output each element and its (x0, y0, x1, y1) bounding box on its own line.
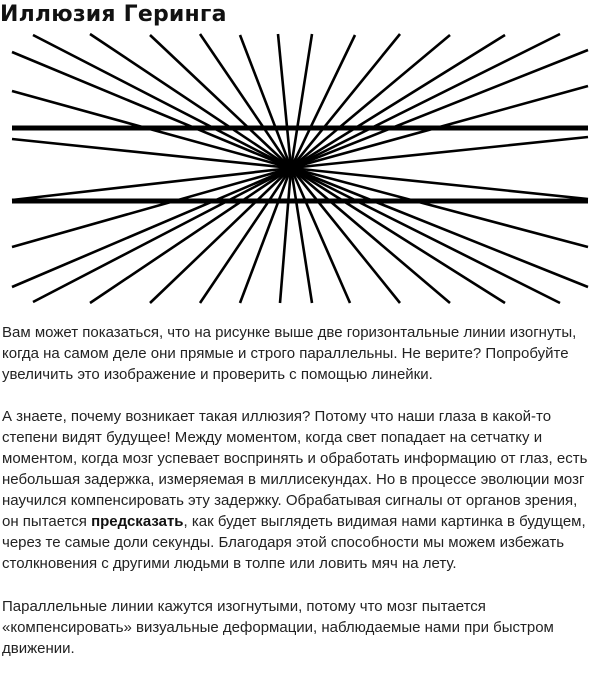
article-body (2, 322, 594, 680)
ray-line-3 (12, 139, 291, 168)
paragraph-3: Параллельные линии кажутся изогнутыми, потому что мозг пытается «компенсировать» визуальные деформации, наблюдаемые нами при быстром движении. (2, 598, 554, 657)
paragraph-2-part-1: А знаете, почему возникает такая иллюзия? Потому что наши глаза в какой-то степени видят будущее! Между моментом, когда свет попадает на сетчатку и моментом, когда мозг успевает воспринять и обработать информацию от глаз, есть небольшая задержка, измеряемая в миллисекундах. Но в процессе эволюции мозг научился компенсировать эту задержку. Обрабатывая сигналы от органов зрения, он пытается (2, 408, 588, 530)
ray-line-30 (280, 168, 291, 303)
paragraph-2 (2, 406, 594, 574)
hering-illusion-image (0, 30, 600, 320)
ray-line-13 (33, 35, 291, 168)
ray-line-1 (12, 52, 291, 168)
ray-line-29 (240, 168, 291, 303)
page-title: Иллюзия Геринга (0, 2, 227, 27)
ray-line-7 (291, 50, 588, 168)
radiating-lines (12, 34, 588, 303)
ray-line-6 (12, 168, 291, 287)
ray-line-25 (33, 168, 291, 302)
emphasized-word: предсказать (91, 513, 184, 530)
paragraph-1: Вам может показаться, что на рисунке выше две горизонтальные линии изогнуты, когда на самом деле они прямые и строго параллельны. Не верите? Попробуйте увеличить это изображение и проверить с помощью линейки. (2, 324, 577, 383)
ray-line-10 (291, 168, 588, 199)
ray-line-14 (90, 34, 291, 168)
ray-line-33 (291, 168, 400, 303)
paragraph-2-part-2: , как будет выглядеть видимая нами картинка в будущем, через те самые доли секунды. Благодаря этой способности мы можем избежать столкновения с другими людьми в толпе или ловить мяч на лету. (2, 513, 586, 572)
